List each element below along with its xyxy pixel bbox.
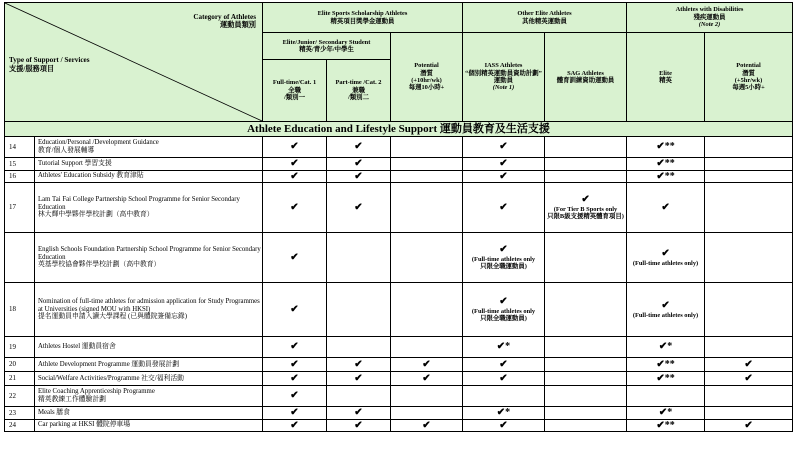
check-potential-disab xyxy=(705,407,793,420)
check-iass xyxy=(463,386,545,407)
check-elite-disab: ✔* xyxy=(627,337,705,358)
table-row xyxy=(5,337,793,358)
row-number: 24 xyxy=(5,419,35,432)
check-fulltime: ✔ xyxy=(263,183,327,233)
type-label-zh: 支援/服務項目 xyxy=(9,64,55,73)
potential-hours: (+10hr/wk) xyxy=(411,77,442,84)
iass-row-note: (Full-time athletes only xyxy=(471,255,536,263)
sag-header-en: SAG Athletes xyxy=(567,69,604,77)
category-label-zh: 運動員類別 xyxy=(220,21,256,30)
check-potential xyxy=(391,158,463,171)
check-potential-disab: ✔ xyxy=(705,419,793,432)
check-potential xyxy=(391,283,463,337)
potential-disab-header-zh: 潛質 xyxy=(742,69,755,77)
check-potential xyxy=(391,337,463,358)
potential-disab-hours: (+5hr/wk) xyxy=(734,77,763,84)
row-description-en: English Schools Foundation Partnership School Programme for Senior Secondary Education xyxy=(38,245,261,261)
support-services-table xyxy=(4,2,793,432)
check-parttime: ✔ xyxy=(327,170,391,183)
parttime-header xyxy=(327,60,391,122)
check-elite-disab: ✔ xyxy=(627,183,705,233)
check-elite-disab xyxy=(627,233,705,283)
potential-hours-zh: 每週10小時+ xyxy=(408,84,445,92)
iass-header-en2: “個別精英運動員資助計劃” xyxy=(465,69,542,77)
check-elite-disab: ✔* xyxy=(627,407,705,420)
iass-row-note-zh: 只限全職運動員) xyxy=(480,315,527,323)
check-potential-disab xyxy=(705,283,793,337)
check-fulltime: ✔ xyxy=(263,170,327,183)
elite-disab-header-en: Elite xyxy=(659,69,672,77)
parttime-header-zh: 兼職 xyxy=(352,86,365,94)
check-parttime: ✔ xyxy=(327,372,391,386)
check-elite-disab xyxy=(627,386,705,407)
section-title: Athlete Education and Lifestyle Support 運動員教育及生活支援 xyxy=(5,122,793,137)
check-mark: ✔ xyxy=(499,296,508,308)
disabilities-note: (Note 2) xyxy=(698,21,721,29)
row-description: Tutorial Support 學習支援 xyxy=(35,158,263,171)
check-parttime: ✔ xyxy=(327,419,391,432)
row-description: Athletes' Education Subsidy 教育津貼 xyxy=(35,170,263,183)
sag-note-zh: 只限B級支援精英體育項目) xyxy=(547,213,624,221)
elite-row-note: (Full-time athletes only) xyxy=(632,311,699,319)
check-iass: ✔ xyxy=(463,358,545,372)
check-fulltime: ✔ xyxy=(263,372,327,386)
table-row xyxy=(5,372,793,386)
check-sag xyxy=(545,419,627,432)
check-elite-disab: ✔** xyxy=(627,158,705,171)
row-description xyxy=(35,183,263,233)
category-label-en: Category of Athletes xyxy=(193,13,256,21)
check-sag xyxy=(545,183,627,233)
check-iass: ✔ xyxy=(463,372,545,386)
row-description: Meals 膳食 xyxy=(35,407,263,420)
potential-disab-header xyxy=(705,33,793,122)
row-description-en: Education/Personal /Development Guidance xyxy=(38,139,159,147)
check-sag xyxy=(545,158,627,171)
check-potential xyxy=(391,183,463,233)
row-description: Athletes Hostel 運動員宿舍 xyxy=(35,337,263,358)
check-fulltime: ✔ xyxy=(263,283,327,337)
check-iass: ✔* xyxy=(463,337,545,358)
iass-header xyxy=(463,33,545,122)
row-number: 16 xyxy=(5,170,35,183)
check-parttime xyxy=(327,233,391,283)
check-parttime: ✔ xyxy=(327,183,391,233)
ejs-header xyxy=(263,33,391,60)
row-description-zh: 林大輝中學夥伴學校計劃（高中教育） xyxy=(38,211,154,219)
row-description-zh: 精英教練工作體驗計劃 xyxy=(38,396,106,403)
potential-disab-hours-zh: 每週5小時+ xyxy=(732,84,765,92)
check-mark: ✔ xyxy=(661,248,670,260)
check-potential: ✔ xyxy=(391,419,463,432)
type-label xyxy=(9,56,90,73)
other-elite-header-zh: 其他精英運動員 xyxy=(522,17,567,25)
iass-header-zh: 運動員 xyxy=(493,77,514,84)
table-row xyxy=(5,386,793,407)
elite-scholarship-header-en: Elite Sports Scholarship Athletes xyxy=(317,10,408,18)
check-iass: ✔ xyxy=(463,419,545,432)
table-row xyxy=(5,158,793,171)
check-elite-disab: ✔** xyxy=(627,358,705,372)
check-sag xyxy=(545,407,627,420)
check-iass: ✔ xyxy=(463,170,545,183)
row-number: 14 xyxy=(5,137,35,158)
row-description xyxy=(35,233,263,283)
check-parttime: ✔ xyxy=(327,407,391,420)
iass-row-note: (Full-time athletes only xyxy=(471,307,536,315)
iass-row-note-zh: 只限全職運動員) xyxy=(480,263,527,271)
check-sag xyxy=(545,233,627,283)
row-description-zh: 英基學校協會夥伴學校計劃（高中教育） xyxy=(38,261,161,269)
elite-scholarship-header-zh: 精英項目獎學金運動員 xyxy=(330,17,395,25)
check-potential xyxy=(391,233,463,283)
row-description: Car parking at HKSI 體院停車場 xyxy=(35,419,263,432)
check-sag xyxy=(545,283,627,337)
fulltime-header xyxy=(263,60,327,122)
check-potential-disab xyxy=(705,183,793,233)
check-potential: ✔ xyxy=(391,372,463,386)
table-row xyxy=(5,183,793,233)
check-sag xyxy=(545,337,627,358)
row-description-zh: 提名運動員申請入讀大學課程 (已與體院簽備忘錄) xyxy=(38,313,187,321)
check-mark: ✔ xyxy=(661,300,670,312)
check-mark: ✔ xyxy=(499,244,508,256)
sag-header xyxy=(545,33,627,122)
potential-header-en: Potential xyxy=(414,62,439,70)
check-parttime xyxy=(327,337,391,358)
check-iass: ✔ xyxy=(463,183,545,233)
row-number: 21 xyxy=(5,372,35,386)
row-description: Athlete Development Programme 運動員發展計劃 xyxy=(35,358,263,372)
check-parttime: ✔ xyxy=(327,358,391,372)
check-fulltime: ✔ xyxy=(263,233,327,283)
elite-row-note: (Full-time athletes only) xyxy=(632,259,699,267)
elite-scholarship-header xyxy=(263,3,463,33)
table-row xyxy=(5,419,793,432)
fulltime-header-en: Full-time/Cat. 1 xyxy=(272,79,317,87)
table-row xyxy=(5,233,793,283)
table-row xyxy=(5,137,793,158)
check-potential-disab xyxy=(705,137,793,158)
check-iass: ✔* xyxy=(463,407,545,420)
check-fulltime: ✔ xyxy=(263,407,327,420)
check-iass xyxy=(463,283,545,337)
table-row xyxy=(5,170,793,183)
check-potential-disab: ✔ xyxy=(705,358,793,372)
check-elite-disab xyxy=(627,283,705,337)
row-number: 17 xyxy=(5,183,35,233)
row-description-en: Lam Tai Fai College Partnership School Programme for Senior Secondary Education xyxy=(38,195,240,211)
check-fulltime: ✔ xyxy=(263,337,327,358)
table-row xyxy=(5,283,793,337)
check-sag xyxy=(545,170,627,183)
potential-header xyxy=(391,33,463,122)
iass-note: (Note 1) xyxy=(492,84,515,92)
check-potential xyxy=(391,407,463,420)
sag-header-zh: 體育訓練資助運動員 xyxy=(556,77,615,84)
check-potential-disab xyxy=(705,233,793,283)
type-label-en: Type of Support / Services xyxy=(9,56,90,65)
row-number: 19 xyxy=(5,337,35,358)
check-potential xyxy=(391,170,463,183)
check-potential xyxy=(391,386,463,407)
check-fulltime: ✔ xyxy=(263,386,327,407)
check-iass: ✔ xyxy=(463,158,545,171)
row-number: 23 xyxy=(5,407,35,420)
row-description xyxy=(35,137,263,158)
ejs-header-zh: 精英/青少年/中學生 xyxy=(299,46,354,53)
check-sag xyxy=(545,386,627,407)
check-fulltime: ✔ xyxy=(263,419,327,432)
row-description: Social/Welfare Activities/Programme 社交/福利活動 xyxy=(35,372,263,386)
disabilities-header xyxy=(627,3,793,33)
check-mark: ✔ xyxy=(581,194,590,206)
parttime-header-en: Part-time /Cat. 2 xyxy=(335,79,382,87)
check-sag xyxy=(545,137,627,158)
row-description-en: Elite Coaching Apprenticeship Programme xyxy=(38,388,155,396)
category-label xyxy=(193,13,256,30)
ejs-header-en: Elite/Junior/ Secondary Student xyxy=(282,38,371,46)
other-elite-header xyxy=(463,3,627,33)
row-number: 15 xyxy=(5,158,35,171)
elite-disab-header-zh: 精英 xyxy=(659,77,672,84)
check-potential-disab: ✔ xyxy=(705,372,793,386)
check-parttime: ✔ xyxy=(327,137,391,158)
check-fulltime: ✔ xyxy=(263,158,327,171)
sag-note: (For Tier B Sports only xyxy=(553,205,618,213)
check-iass: ✔ xyxy=(463,137,545,158)
fulltime-header-zh: 全職 xyxy=(288,86,301,94)
check-potential: ✔ xyxy=(391,358,463,372)
check-potential xyxy=(391,137,463,158)
table-row xyxy=(5,358,793,372)
elite-disab-header xyxy=(627,33,705,122)
check-potential-disab xyxy=(705,337,793,358)
other-elite-header-en: Other Elite Athletes xyxy=(517,10,572,18)
check-potential-disab xyxy=(705,170,793,183)
iass-header-en: IASS Athletes xyxy=(484,62,523,70)
row-description xyxy=(35,386,263,407)
disabilities-header-en: Athletes with Disabilities xyxy=(675,6,744,14)
check-potential-disab xyxy=(705,158,793,171)
check-parttime: ✔ xyxy=(327,158,391,171)
row-description-en: Nomination of full-time athletes for admission application for Study Programmes at Universities (signed MOU with HKSI) xyxy=(38,297,260,313)
check-sag xyxy=(545,372,627,386)
check-parttime xyxy=(327,283,391,337)
row-description-zh: 教育/個人發展輔導 xyxy=(38,147,95,154)
row-number: 18 xyxy=(5,283,35,337)
check-iass xyxy=(463,233,545,283)
check-potential-disab xyxy=(705,386,793,407)
table-row xyxy=(5,407,793,420)
disabilities-header-zh: 殘疾運動員 xyxy=(693,13,726,21)
row-number: 22 xyxy=(5,386,35,407)
check-parttime xyxy=(327,386,391,407)
row-description xyxy=(35,283,263,337)
check-fulltime: ✔ xyxy=(263,358,327,372)
check-elite-disab: ✔** xyxy=(627,137,705,158)
parttime-header-zh2: /類別二 xyxy=(348,94,369,102)
check-elite-disab: ✔** xyxy=(627,419,705,432)
row-number xyxy=(5,233,35,283)
check-fulltime: ✔ xyxy=(263,137,327,158)
check-elite-disab: ✔** xyxy=(627,170,705,183)
check-sag xyxy=(545,358,627,372)
fulltime-header-zh2: /類別一 xyxy=(284,94,305,102)
potential-header-zh: 潛質 xyxy=(420,69,433,77)
potential-disab-header-en: Potential xyxy=(736,62,761,70)
check-elite-disab: ✔** xyxy=(627,372,705,386)
header-corner-cell xyxy=(5,3,263,122)
row-number: 20 xyxy=(5,358,35,372)
